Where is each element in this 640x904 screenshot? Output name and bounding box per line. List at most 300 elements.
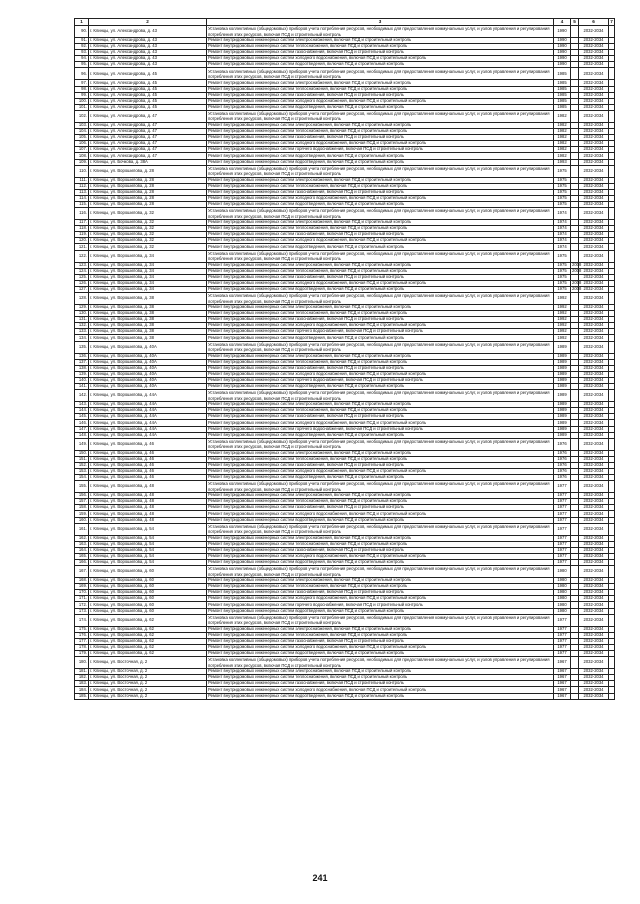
planned-period-cell: 2032-2034 — [579, 632, 609, 638]
planned-period-cell: 2032-2034 — [579, 80, 609, 86]
build-year-cell: 1989 — [554, 390, 571, 402]
planned-period-cell: 2032-2034 — [579, 614, 609, 626]
build-year-cell: 1976 — [554, 450, 571, 456]
work-type-cell: Ремонт внутридомовых инженерных систем электроснабжения, включая ПСД и строительный контроль — [207, 305, 554, 311]
note-cell — [609, 341, 615, 353]
work-type-cell: Ремонт внутридомовых инженерных систем горячего водоснабжения, включая ПСД и строительный контроль — [207, 426, 554, 432]
work-type-cell: Ремонт внутридомовых инженерных систем холодного водоснабжения, включая ПСД и строительный контроль — [207, 420, 554, 426]
planned-period-cell: 2032-2034 — [579, 110, 609, 122]
row-number-cell: 178. — [75, 644, 89, 650]
row-number-cell: 94. — [75, 56, 89, 62]
work-type-cell: Ремонт внутридомовых инженерных систем водоотведения, включая ПСД и строительный контроль — [207, 335, 554, 341]
planned-period-cell: 2032-2034 — [579, 165, 609, 177]
last-repair-year-cell — [571, 566, 579, 578]
column-header: 5 — [571, 19, 579, 26]
work-type-cell: Установка коллективных (общедомовых) приборов учета потребления ресурсов, необходимых для предоставления коммунальных услуг, и узлов управления и регулирования потребления этих ресурсов, включая ПСД и строительный контроль — [207, 68, 554, 80]
address-cell: г. Клинцы, ул. Александрова, д. 45 — [89, 86, 207, 92]
last-repair-year-cell — [571, 341, 579, 353]
work-type-cell: Ремонт внутридомовых инженерных систем холодного водоснабжения, включая ПСД и строительный контроль — [207, 468, 554, 474]
planned-period-cell: 2032-2034 — [579, 657, 609, 669]
address-cell: г. Клинцы, ул. Ворошилова, д. 38 — [89, 329, 207, 335]
work-type-cell: Ремонт внутридомовых инженерных систем водоотведения, включая ПСД и строительный контроль — [207, 104, 554, 110]
planned-period-cell: 2032-2034 — [579, 408, 609, 414]
work-type-cell: Установка коллективных (общедомовых) приборов учета потребления ресурсов, необходимых для предоставления коммунальных услуг, и узлов управления и регулирования потребления этих ресурсов, включая ПСД и строительный контроль — [207, 110, 554, 122]
work-type-cell: Ремонт внутридомовых инженерных систем теплоснабжения, включая ПСД и строительный контроль — [207, 541, 554, 547]
work-type-cell: Ремонт внутридомовых инженерных систем водоотведения, включая ПСД и строительный контроль — [207, 475, 554, 481]
work-type-cell: Ремонт внутридомовых инженерных систем газоснабжения, включая ПСД и строительный контроль — [207, 590, 554, 596]
planned-period-cell: 2032-2034 — [579, 86, 609, 92]
planned-period-cell: 2032-2034 — [579, 590, 609, 596]
address-cell: г. Клинцы, ул. Ворошилова, д. 54 — [89, 541, 207, 547]
build-year-cell: 1989 — [554, 402, 571, 408]
row-number-cell: 103. — [75, 122, 89, 128]
note-cell — [609, 523, 615, 535]
address-cell: г. Клинцы, ул. Александрова, д. 43 — [89, 44, 207, 50]
row-number-cell: 140. — [75, 377, 89, 383]
row-number-cell: 142. — [75, 390, 89, 402]
work-type-cell: Ремонт внутридомовых инженерных систем электроснабжения, включая ПСД и строительный контроль — [207, 402, 554, 408]
work-type-cell: Ремонт внутридомовых инженерных систем холодного водоснабжения, включая ПСД и строительный контроль — [207, 596, 554, 602]
build-year-cell: 1982 — [554, 141, 571, 147]
row-number-cell: 130. — [75, 311, 89, 317]
row-number-cell: 131. — [75, 317, 89, 323]
row-number-cell: 176. — [75, 632, 89, 638]
planned-period-cell: 2032-2034 — [579, 335, 609, 341]
build-year-cell: 1989 — [554, 432, 571, 438]
planned-period-cell: 2032-2034 — [579, 560, 609, 566]
work-type-cell: Ремонт внутридомовых инженерных систем газоснабжения, включая ПСД и строительный контроль — [207, 547, 554, 553]
planned-period-cell: 2032-2034 — [579, 195, 609, 201]
work-type-cell: Ремонт внутридомовых инженерных систем электроснабжения, включая ПСД и строительный контроль — [207, 80, 554, 86]
work-type-cell: Ремонт внутридомовых инженерных систем холодного водоснабжения, включая ПСД и строительный контроль — [207, 238, 554, 244]
work-type-cell: Ремонт внутридомовых инженерных систем газоснабжения, включая ПСД и строительный контроль — [207, 414, 554, 420]
address-cell: г. Клинцы, ул. Ворошилова, д. 54 — [89, 535, 207, 541]
table-row — [75, 68, 615, 80]
planned-period-cell: 2032-2034 — [579, 244, 609, 250]
planned-period-cell: 2032-2034 — [579, 341, 609, 353]
planned-period-cell: 2032-2034 — [579, 159, 609, 165]
build-year-cell: 1989 — [554, 377, 571, 383]
address-cell: г. Клинцы, ул. Ворошилова, д. 48 — [89, 493, 207, 499]
planned-period-cell: 2032-2034 — [579, 104, 609, 110]
address-cell: г. Клинцы, ул. Ворошилова, д. 32 — [89, 232, 207, 238]
build-year-cell: 1977 — [554, 553, 571, 559]
table-header-row — [75, 19, 615, 26]
row-number-cell: 139. — [75, 371, 89, 377]
work-type-cell: Ремонт внутридомовых инженерных систем газоснабжения, включая ПСД и строительный контроль — [207, 274, 554, 280]
work-type-cell: Ремонт внутридомовых инженерных систем теплоснабжения, включая ПСД и строительный контроль — [207, 675, 554, 681]
last-repair-year-cell — [571, 523, 579, 535]
build-year-cell: 1977 — [554, 614, 571, 626]
row-number-cell: 152. — [75, 462, 89, 468]
planned-period-cell: 2032-2034 — [579, 323, 609, 329]
note-cell — [609, 208, 615, 220]
row-number-cell: 166. — [75, 560, 89, 566]
row-number-cell: 124. — [75, 268, 89, 274]
address-cell: г. Клинцы, ул. Ворошилова, д. 62 — [89, 638, 207, 644]
table-row — [75, 438, 615, 450]
build-year-cell: 1989 — [554, 408, 571, 414]
planned-period-cell: 2032-2034 — [579, 384, 609, 390]
row-number-cell: 162. — [75, 535, 89, 541]
planned-period-cell: 2032-2034 — [579, 481, 609, 493]
planned-period-cell: 2032-2034 — [579, 414, 609, 420]
row-number-cell: 148. — [75, 432, 89, 438]
last-repair-year-cell: 2008 — [572, 286, 582, 291]
address-cell: г. Клинцы, ул. Ворошилова, д. 44А — [89, 414, 207, 420]
planned-period-cell: 2032-2034 — [579, 177, 609, 183]
address-cell: г. Клинцы, ул. Ворошилова, д. 44А — [89, 426, 207, 432]
work-type-cell: Ремонт внутридомовых инженерных систем газоснабжения, включая ПСД и строительный контроль — [207, 50, 554, 56]
last-repair-year-cell — [571, 481, 579, 493]
address-cell: г. Клинцы, ул. Ворошилова, д. 60 — [89, 608, 207, 614]
row-number-cell: 171. — [75, 596, 89, 602]
build-year-cell: 1980 — [554, 590, 571, 596]
row-number-cell: 167. — [75, 566, 89, 578]
build-year-cell: 1977 — [554, 547, 571, 553]
row-number-cell: 164. — [75, 547, 89, 553]
table-body — [75, 26, 615, 700]
row-number-cell: 150. — [75, 450, 89, 456]
last-repair-year-cell — [571, 293, 579, 305]
work-type-cell: Ремонт внутридомовых инженерных систем холодного водоснабжения, включая ПСД и строительный контроль — [207, 511, 554, 517]
row-number-cell: 111. — [75, 177, 89, 183]
column-header: 2 — [89, 19, 207, 26]
planned-period-cell: 2032-2034 — [579, 317, 609, 323]
work-type-cell: Ремонт внутридомовых инженерных систем водоотведения, включая ПСД и строительный контроль — [207, 560, 554, 566]
row-number-cell: 112. — [75, 183, 89, 189]
last-repair-year-cell — [571, 657, 579, 669]
work-type-cell: Ремонт внутридомовых инженерных систем газоснабжения, включая ПСД и строительный контроль — [207, 92, 554, 98]
row-number-cell: 129. — [75, 305, 89, 311]
build-year-cell: 1975 — [554, 183, 571, 189]
last-repair-year-cell: 2008 — [572, 279, 582, 285]
build-year-cell: 1975 — [554, 250, 571, 262]
work-type-cell: Ремонт внутридомовых инженерных систем электроснабжения, включая ПСД и строительный контроль — [207, 38, 554, 44]
table-row — [75, 165, 615, 177]
build-year-cell: 1975 — [554, 268, 571, 274]
row-number-cell: 173. — [75, 608, 89, 614]
work-type-cell: Ремонт внутридомовых инженерных систем холодного водоснабжения, включая ПСД и строительный контроль — [207, 553, 554, 559]
build-year-cell: 1989 — [554, 353, 571, 359]
address-cell: г. Клинцы, ул. Ворошилова, д. 40А — [89, 384, 207, 390]
planned-period-cell: 2032-2034 — [579, 541, 609, 547]
work-type-cell: Ремонт внутридомовых инженерных систем водоотведения, включая ПСД и строительный контроль — [207, 244, 554, 250]
work-type-cell: Ремонт внутридомовых инженерных систем холодного водоснабжения, включая ПСД и строительный контроль — [207, 687, 554, 693]
address-cell: г. Клинцы, ул. Ворошилова, д. 40А — [89, 341, 207, 353]
address-cell: г. Клинцы, ул. Ворошилова, д. 28 — [89, 165, 207, 177]
work-type-cell: Ремонт внутридомовых инженерных систем электроснабжения, включая ПСД и строительный контроль — [207, 578, 554, 584]
planned-period-cell: 2032-2034 — [579, 232, 609, 238]
planned-period-cell: 2032-2034 — [579, 98, 609, 104]
build-year-cell: 1977 — [554, 626, 571, 632]
work-type-cell: Установка коллективных (общедомовых) приборов учета потребления ресурсов, необходимых для предоставления коммунальных услуг, и узлов управления и регулирования потребления этих ресурсов, включая ПСД и строительный контроль — [207, 614, 554, 626]
table-row — [75, 566, 615, 578]
work-type-cell: Ремонт внутридомовых инженерных систем теплоснабжения, включая ПСД и строительный контроль — [207, 44, 554, 50]
address-cell: г. Клинцы, ул. Ворошилова, д. 62 — [89, 651, 207, 657]
planned-period-cell: 2032-2034 — [579, 553, 609, 559]
build-year-cell: 1967 — [554, 687, 571, 693]
row-number-cell: 161. — [75, 523, 89, 535]
work-type-cell: Ремонт внутридомовых инженерных систем электроснабжения, включая ПСД и строительный контроль — [207, 353, 554, 359]
address-cell: г. Клинцы, ул. Ворошилова, д. 46 — [89, 450, 207, 456]
address-cell: г. Клинцы, ул. Ворошилова, д. 46 — [89, 456, 207, 462]
row-number-cell: 102. — [75, 110, 89, 122]
address-cell: г. Клинцы, ул. Ворошилова, д. 34 — [89, 280, 207, 286]
address-cell: г. Клинцы, ул. Александрова, д. 45 — [89, 68, 207, 80]
build-year-cell: 1977 — [554, 632, 571, 638]
row-number-cell: 108. — [75, 153, 89, 159]
build-year-cell: 1975 — [554, 280, 571, 286]
build-year-cell: 1985 — [554, 92, 571, 98]
work-type-cell: Ремонт внутридомовых инженерных систем теплоснабжения, включая ПСД и строительный контроль — [207, 311, 554, 317]
row-number-cell: 158. — [75, 505, 89, 511]
build-year-cell: 1977 — [554, 638, 571, 644]
build-year-cell: 1989 — [554, 365, 571, 371]
address-cell: г. Клинцы, ул. Ворошилова, д. 46 — [89, 475, 207, 481]
build-year-cell: 1990 — [554, 62, 571, 68]
column-header: 4 — [554, 19, 571, 26]
work-type-cell: Ремонт внутридомовых инженерных систем теплоснабжения, включая ПСД и строительный контроль — [207, 129, 554, 135]
row-number-cell: 165. — [75, 553, 89, 559]
build-year-cell: 1982 — [554, 129, 571, 135]
planned-period-cell: 2032-2034 — [579, 153, 609, 159]
planned-period-cell: 2032-2034 — [579, 535, 609, 541]
row-number-cell: 172. — [75, 602, 89, 608]
capital-repair-table — [74, 18, 615, 700]
planned-period-cell: 2032-2034 — [579, 56, 609, 62]
planned-period-cell: 2032-2034 — [579, 493, 609, 499]
work-type-cell: Ремонт внутридомовых инженерных систем холодного водоснабжения, включая ПСД и строительный контроль — [207, 323, 554, 329]
row-number-cell: 182. — [75, 675, 89, 681]
planned-period-cell: 2032-2034 — [579, 250, 609, 262]
row-number-cell: 125. — [75, 274, 89, 280]
planned-period-cell: 2032-2034 — [579, 189, 609, 195]
planned-period-cell: 2032-2034 — [579, 390, 609, 402]
address-cell: г. Клинцы, ул. Ворошилова, д. 54 — [89, 523, 207, 535]
row-number-cell: 132. — [75, 323, 89, 329]
last-repair-year-cell — [571, 390, 579, 402]
build-year-cell: 1992 — [554, 329, 571, 335]
address-cell: г. Клинцы, ул. Ворошилова, д. 38 — [89, 293, 207, 305]
build-year-cell: 1990 — [554, 26, 571, 38]
table-row — [75, 657, 615, 669]
address-cell: г. Клинцы, ул. Ворошилова, д. 38 — [89, 323, 207, 329]
planned-period-cell: 2032-2034 — [579, 468, 609, 474]
work-type-cell: Ремонт внутридомовых инженерных систем холодного водоснабжения, включая ПСД и строительный контроль — [207, 280, 554, 286]
address-cell: г. Клинцы, ул. Ворошилова, д. 38 — [89, 311, 207, 317]
build-year-cell: 1985 — [554, 86, 571, 92]
work-type-cell: Ремонт внутридомовых инженерных систем водоотведения, включая ПСД и строительный контроль — [207, 651, 554, 657]
table-row — [75, 341, 615, 353]
build-year-cell: 1982 — [554, 122, 571, 128]
build-year-cell: 1980 — [554, 566, 571, 578]
planned-period-cell: 2032-2034 — [579, 238, 609, 244]
row-number-cell: 145. — [75, 414, 89, 420]
address-cell: г. Клинцы, ул. Ворошилова, д. 48 — [89, 481, 207, 493]
address-cell: г. Клинцы, ул. Ворошилова, д. 32 — [89, 220, 207, 226]
address-cell: г. Клинцы, ул. Ворошилова, д. 62 — [89, 626, 207, 632]
planned-period-cell: 2032-2034 — [579, 286, 609, 292]
work-type-cell: Ремонт внутридомовых инженерных систем водоотведения, включая ПСД и строительный контроль — [207, 153, 554, 159]
row-number-cell: 120. — [75, 238, 89, 244]
row-number-cell: 159. — [75, 511, 89, 517]
last-repair-year-cell — [571, 208, 579, 220]
planned-period-cell: 2032-2034 — [579, 402, 609, 408]
address-cell: г. Клинцы, ул. Александрова, д. 47 — [89, 129, 207, 135]
last-repair-year-cell: 2008 — [572, 267, 582, 273]
work-type-cell: Ремонт внутридомовых инженерных систем водоотведения, включая ПСД и строительный контроль — [207, 159, 554, 165]
row-number-cell: 174. — [75, 614, 89, 626]
build-year-cell: 1977 — [554, 651, 571, 657]
work-type-cell: Ремонт внутридомовых инженерных систем холодного водоснабжения, включая ПСД и строительный контроль — [207, 141, 554, 147]
row-number-cell: 149. — [75, 438, 89, 450]
row-number-cell: 113. — [75, 189, 89, 195]
build-year-cell: 1967 — [554, 681, 571, 687]
address-cell: г. Клинцы, ул. Ворошилова, д. 54 — [89, 553, 207, 559]
planned-period-cell: 2032-2034 — [579, 450, 609, 456]
planned-period-cell: 2032-2034 — [579, 262, 609, 268]
planned-period-cell: 2032-2034 — [579, 675, 609, 681]
build-year-cell: 1977 — [554, 481, 571, 493]
address-cell: г. Клинцы, ул. Ворошилова, д. 48 — [89, 517, 207, 523]
row-number-cell: 128. — [75, 293, 89, 305]
planned-period-cell: 2032-2034 — [579, 122, 609, 128]
row-number-cell: 177. — [75, 638, 89, 644]
address-cell: г. Клинцы, ул. Восточная, д. 2 — [89, 675, 207, 681]
planned-period-cell: 2032-2034 — [579, 38, 609, 44]
work-type-cell: Ремонт внутридомовых инженерных систем электроснабжения, включая ПСД и строительный контроль — [207, 177, 554, 183]
build-year-cell: 1985 — [554, 98, 571, 104]
row-number-cell: 117. — [75, 220, 89, 226]
address-cell: г. Клинцы, ул. Ворошилова, д. 46 — [89, 462, 207, 468]
table-row — [75, 390, 615, 402]
row-number-cell: 147. — [75, 426, 89, 432]
address-cell: г. Клинцы, ул. Ворошилова, д. 44А — [89, 420, 207, 426]
work-type-cell: Ремонт внутридомовых инженерных систем электроснабжения, включая ПСД и строительный контроль — [207, 262, 554, 268]
row-number-cell: 134. — [75, 335, 89, 341]
work-type-cell: Ремонт внутридомовых инженерных систем теплоснабжения, включая ПСД и строительный контроль — [207, 632, 554, 638]
work-type-cell: Ремонт внутридомовых инженерных систем газоснабжения, включая ПСД и строительный контроль — [207, 365, 554, 371]
table-row — [75, 481, 615, 493]
row-number-cell: 137. — [75, 359, 89, 365]
build-year-cell: 1985 — [554, 104, 571, 110]
note-cell — [609, 68, 615, 80]
note-cell — [609, 110, 615, 122]
work-type-cell: Установка коллективных (общедомовых) приборов учета потребления ресурсов, необходимых для предоставления коммунальных услуг, и узлов управления и регулирования потребления этих ресурсов, включая ПСД и строительный контроль — [207, 438, 554, 450]
planned-period-cell: 2032-2034 — [579, 293, 609, 305]
work-type-cell: Ремонт внутридомовых инженерных систем водоотведения, включая ПСД и строительный контроль — [207, 384, 554, 390]
planned-period-cell: 2032-2034 — [579, 547, 609, 553]
row-number-cell: 154. — [75, 475, 89, 481]
address-cell: г. Клинцы, ул. Ворошилова, д. 28 — [89, 195, 207, 201]
address-cell: г. Клинцы, ул. Ворошилова, д. 62 — [89, 614, 207, 626]
build-year-cell: 1974 — [554, 238, 571, 244]
address-cell: г. Клинцы, ул. Александрова, д. 47 — [89, 141, 207, 147]
build-year-cell: 1980 — [554, 584, 571, 590]
row-number-cell: 107. — [75, 147, 89, 153]
address-cell: г. Клинцы, ул. Восточная, д. 2 — [89, 657, 207, 669]
work-type-cell: Ремонт внутридомовых инженерных систем горячего водоснабжения, включая ПСД и строительный контроль — [207, 602, 554, 608]
planned-period-cell: 2032-2034 — [579, 353, 609, 359]
column-header: 3 — [207, 19, 554, 26]
address-cell: г. Клинцы, ул. Александрова, д. 45 — [89, 98, 207, 104]
note-cell — [609, 614, 615, 626]
planned-period-cell: 2032-2034 — [579, 462, 609, 468]
work-type-cell: Ремонт внутридомовых инженерных систем водоотведения, включая ПСД и строительный контроль — [207, 62, 554, 68]
last-repair-year-cell: 2008 — [572, 261, 582, 267]
build-year-cell: 1967 — [554, 657, 571, 669]
build-year-cell: 1977 — [554, 493, 571, 499]
address-cell: г. Клинцы, ул. Ворошилова, д. 40А — [89, 359, 207, 365]
build-year-cell: 1977 — [554, 644, 571, 650]
planned-period-cell: 2032-2034 — [579, 505, 609, 511]
work-type-cell: Ремонт внутридомовых инженерных систем теплоснабжения, включая ПСД и строительный контроль — [207, 268, 554, 274]
planned-period-cell: 2032-2034 — [579, 651, 609, 657]
row-number-cell: 92. — [75, 44, 89, 50]
build-year-cell: 1976 — [554, 475, 571, 481]
planned-period-cell: 2032-2034 — [579, 141, 609, 147]
work-type-cell: Ремонт внутридомовых инженерных систем газоснабжения, включая ПСД и строительный контроль — [207, 681, 554, 687]
address-cell: г. Клинцы, ул. Ворошилова, д. 48 — [89, 505, 207, 511]
address-cell: г. Клинцы, ул. Ворошилова, д. 34 — [89, 286, 207, 292]
planned-period-cell: 2032-2034 — [579, 268, 609, 274]
planned-period-cell: 2032-2034 — [579, 626, 609, 632]
work-type-cell: Ремонт внутридомовых инженерных систем теплоснабжения, включая ПСД и строительный контроль — [207, 408, 554, 414]
address-cell: г. Клинцы, ул. Восточная, д. 2 — [89, 693, 207, 699]
planned-period-cell: 2032-2034 — [579, 135, 609, 141]
build-year-cell: 1982 — [554, 110, 571, 122]
build-year-cell: 1990 — [554, 44, 571, 50]
row-number-cell: 151. — [75, 456, 89, 462]
planned-period-cell: 2032-2034 — [579, 420, 609, 426]
work-type-cell: Установка коллективных (общедомовых) приборов учета потребления ресурсов, необходимых для предоставления коммунальных услуг, и узлов управления и регулирования потребления этих ресурсов, включая ПСД и строительный контроль — [207, 390, 554, 402]
build-year-cell: 1975 — [554, 286, 571, 292]
planned-period-cell: 2032-2034 — [579, 523, 609, 535]
row-number-cell: 90. — [75, 26, 89, 38]
work-type-cell: Ремонт внутридомовых инженерных систем электроснабжения, включая ПСД и строительный контроль — [207, 535, 554, 541]
planned-period-cell: 2032-2034 — [579, 511, 609, 517]
address-cell: г. Клинцы, ул. Ворошилова, д. 40А — [89, 371, 207, 377]
build-year-cell: 1967 — [554, 675, 571, 681]
build-year-cell: 1976 — [554, 456, 571, 462]
work-type-cell: Ремонт внутридомовых инженерных систем теплоснабжения, включая ПСД и строительный контроль — [207, 359, 554, 365]
address-cell: г. Клинцы, ул. Ворошилова, д. 28 — [89, 183, 207, 189]
row-number-cell: 122. — [75, 250, 89, 262]
planned-period-cell: 2032-2034 — [579, 68, 609, 80]
address-cell: г. Клинцы, ул. Ворошилова, д. 48 — [89, 499, 207, 505]
address-cell: г. Клинцы, ул. Ворошилова, д. 60 — [89, 602, 207, 608]
build-year-cell: 1982 — [554, 135, 571, 141]
address-cell: г. Клинцы, ул. Александрова, д. 47 — [89, 122, 207, 128]
address-cell: г. Клинцы, ул. Восточная, д. 2 — [89, 669, 207, 675]
planned-period-cell: 2032-2034 — [579, 426, 609, 432]
address-cell: г. Клинцы, ул. Ворошилова, д. 60 — [89, 584, 207, 590]
work-type-cell: Ремонт внутридомовых инженерных систем водоотведения, включая ПСД и строительный контроль — [207, 286, 554, 292]
table-row — [75, 693, 615, 699]
planned-period-cell: 2032-2034 — [579, 201, 609, 207]
last-repair-year-cell — [571, 110, 579, 122]
planned-period-cell: 2032-2034 — [579, 377, 609, 383]
note-cell — [609, 165, 615, 177]
address-cell: г. Клинцы, ул. Александрова, д. 43 — [89, 62, 207, 68]
table-row — [75, 250, 615, 262]
build-year-cell: 1975 — [554, 201, 571, 207]
table-row — [75, 110, 615, 122]
address-cell: г. Клинцы, ул. Ворошилова, д. 38 — [89, 317, 207, 323]
planned-period-cell: 2032-2034 — [579, 371, 609, 377]
planned-period-cell: 2032-2034 — [579, 280, 609, 286]
